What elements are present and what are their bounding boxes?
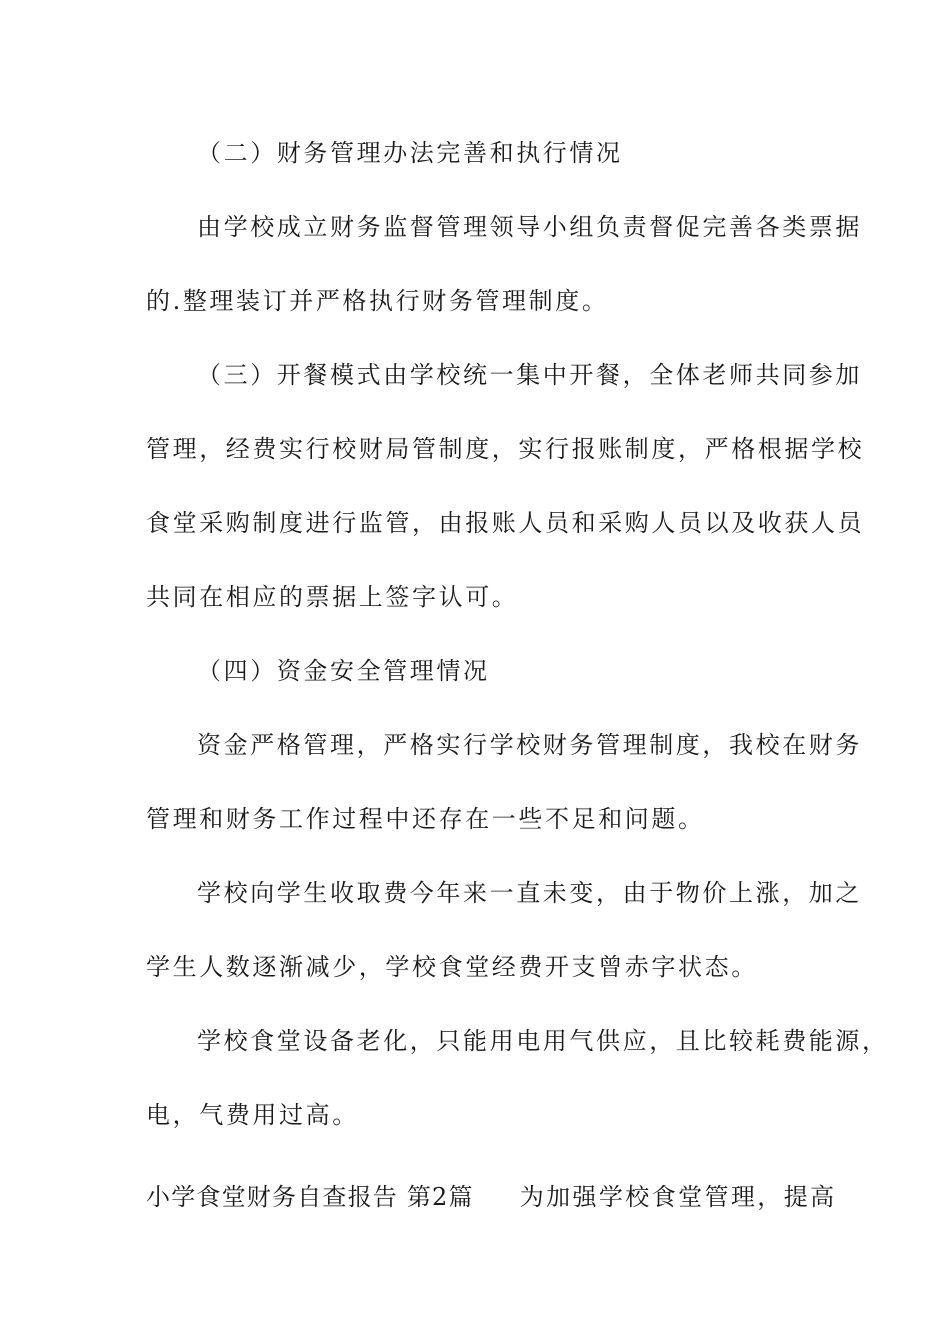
paragraph-line: 由学校成立财务监督管理领导小组负责督促完善各类票据	[197, 213, 862, 241]
section-heading-2: （二）财务管理办法完善和执行情况	[197, 139, 623, 167]
paragraph-line: 管理，经费实行校财局管制度，实行报账制度，严格根据学校	[146, 435, 865, 463]
next-article-intro: 为加强学校食堂管理，提高	[519, 1183, 837, 1211]
paragraph-line: 管理和财务工作过程中还存在一些不足和问题。	[146, 805, 705, 833]
paragraph-line: 学生人数逐渐减少，学校食堂经费开支曾赤字状态。	[146, 953, 758, 981]
paragraph-line: 的.整理装订并严格执行财务管理制度。	[146, 287, 609, 315]
next-article-title: 小学食堂财务自查报告 第2篇	[146, 1183, 474, 1211]
paragraph-line: 食堂采购制度进行监管，由报账人员和采购人员以及收获人员	[146, 509, 865, 537]
paragraph-line: 共同在相应的票据上签字认可。	[146, 583, 519, 611]
next-article-line	[146, 1181, 837, 1213]
paragraph-line: 资金严格管理，严格实行学校财务管理制度，我校在财务	[197, 731, 862, 759]
section-heading-4: （四）资金安全管理情况	[197, 657, 490, 685]
paragraph-line: 学校向学生收取费今年来一直未变，由于物价上涨，加之	[197, 879, 862, 907]
paragraph-line: 电，气费用过高。	[146, 1101, 359, 1129]
paragraph-line: （三）开餐模式由学校统一集中开餐，全体老师共同参加	[197, 361, 862, 389]
paragraph-line: 学校食堂设备老化，只能用电用气供应，且比较耗费能源，	[197, 1027, 889, 1055]
